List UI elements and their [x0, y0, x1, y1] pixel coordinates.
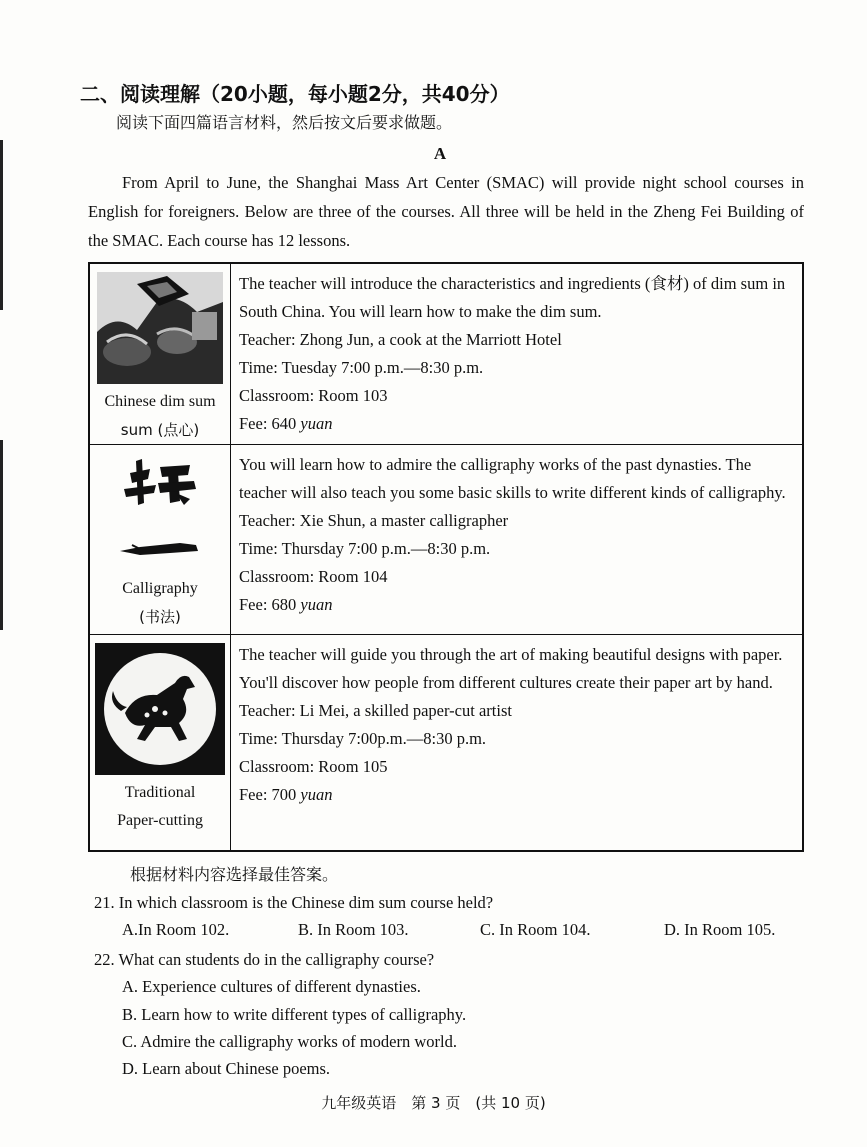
course-fee-amount: Fee: 640 [239, 414, 297, 433]
course-teacher: Teacher: Zhong Jun, a cook at the Marriott Hotel [239, 330, 562, 349]
course-fee-amount: Fee: 680 [239, 595, 297, 614]
section-title: 二、阅读理解（20小题，每小题2分，共40分） [80, 82, 510, 106]
course-time: Time: Tuesday 7:00 p.m.—8:30 p.m. [239, 358, 484, 377]
course-classroom: Classroom: Room 104 [239, 567, 388, 586]
course-description: The teacher will guide you through the art of making beautiful designs with paper. [239, 645, 783, 664]
course-time: Time: Thursday 7:00 p.m.—8:30 p.m. [239, 539, 491, 558]
course-description: You'll discover how people from different cultures create their paper art by hand. [239, 673, 773, 692]
page-footer: 九年级英语 第 3 页 (共 10 页) [321, 1094, 546, 1112]
course-info-cell [231, 445, 804, 635]
course-image-cell [89, 445, 231, 635]
course-image-cell [89, 263, 231, 445]
course-classroom: Classroom: Room 103 [239, 386, 388, 405]
section-instruction: 阅读下面四篇语言材料，然后按文后要求做题。 [116, 113, 453, 132]
course-image-cell [89, 635, 231, 852]
passage-label: A [433, 144, 447, 163]
course-teacher: Teacher: Li Mei, a skilled paper-cut artist [239, 701, 512, 720]
option-d: D. Learn about Chinese poems. [122, 1059, 331, 1078]
course-description: You will learn how to admire the calligraphy works of the past dynasties. The teacher will also teach you some basic skills to write different kinds of calligraphy. [239, 455, 786, 502]
paper-cut-horse-icon [95, 643, 225, 775]
course-fee [239, 410, 796, 438]
courses-table [88, 262, 804, 852]
option-b: B. In Room 103. [298, 920, 409, 939]
course-info-cell [231, 263, 804, 445]
option-c: C. Admire the calligraphy works of modern world. [122, 1032, 457, 1051]
question-stem: 22. What can students do in the calligraphy course? [94, 950, 435, 969]
option-d: D. In Room 105. [664, 920, 776, 939]
course-caption-en: Calligraphy [122, 580, 198, 597]
course-fee [239, 781, 796, 809]
course-fee-unit: yuan [300, 414, 333, 433]
scan-edge-mark [0, 440, 3, 630]
course-caption-cn: (书法) [139, 608, 181, 626]
course-caption-en: Chinese dim sum [104, 393, 216, 410]
option-b: B. Learn how to write different types of calligraphy. [122, 1005, 467, 1024]
course-info-cell [231, 635, 804, 852]
course-teacher: Teacher: Xie Shun, a master calligrapher [239, 511, 509, 530]
questions-instruction: 根据材料内容选择最佳答案。 [130, 865, 339, 884]
course-fee-amount: Fee: 700 [239, 785, 297, 804]
course-classroom: Classroom: Room 105 [239, 757, 388, 776]
course-row-dim-sum [89, 263, 803, 445]
option-a: A.In Room 102. [122, 920, 230, 939]
course-caption-en: Traditional [124, 784, 196, 801]
calligraphy-brush-icon [110, 453, 210, 571]
course-caption-cn-text: (点心) [157, 421, 200, 439]
course-caption-cn: sum (点心) [120, 421, 200, 439]
passage-intro [88, 168, 804, 255]
dim-sum-photo-icon [97, 272, 223, 384]
course-fee-unit: yuan [300, 595, 333, 614]
course-row-paper-cutting [89, 635, 803, 852]
course-fee-unit: yuan [300, 785, 333, 804]
course-description: The teacher will introduce the characteristics and ingredients (食材) of dim sum in South China. You will learn how to make the dim sum. [239, 274, 786, 321]
course-caption-en-2: Paper-cutting [117, 812, 203, 829]
question-stem: 21. In which classroom is the Chinese dim sum course held? [94, 893, 494, 912]
option-c: C. In Room 104. [480, 920, 591, 939]
option-a: A. Experience cultures of different dynasties. [122, 977, 421, 996]
course-time: Time: Thursday 7:00p.m.—8:30 p.m. [239, 729, 487, 748]
scan-edge-mark [0, 140, 3, 310]
course-fee [239, 591, 796, 619]
passage-intro-text: From April to June, the Shanghai Mass Art Center (SMAC) will provide night school courses in English for foreigners. Below are three of the courses. All three will be held in the Zheng Fei Building of the SMAC. Each course has 12 lessons. [88, 173, 804, 250]
course-row-calligraphy [89, 445, 803, 635]
